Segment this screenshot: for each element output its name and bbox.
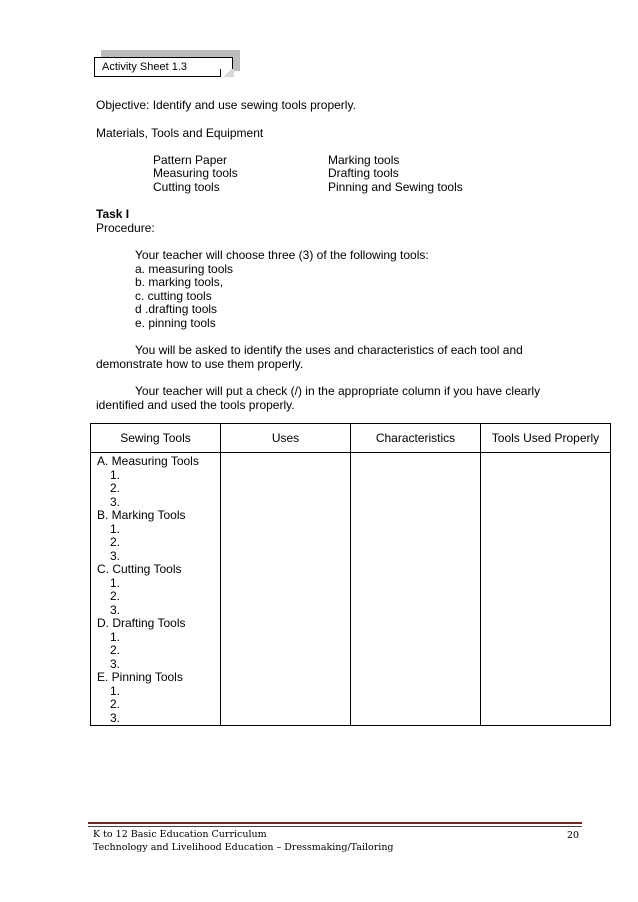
- header-uses: Uses: [221, 424, 351, 453]
- header-tools-used-properly: Tools Used Properly: [481, 424, 611, 453]
- tool-option-e: e. pinning tools: [135, 316, 216, 330]
- tool-option-a: a. measuring tools: [135, 262, 234, 276]
- list-item: 3.: [110, 710, 121, 725]
- list-item: 1.: [110, 521, 121, 536]
- footer-rule-thin: [88, 826, 582, 827]
- category-measuring: A. Measuring Tools: [97, 454, 199, 468]
- list-item: 2.: [110, 697, 121, 711]
- footer-line2: Technology and Livelihood Education – Dressmaking/Tailoring: [93, 842, 394, 853]
- table-body-row: [91, 453, 611, 726]
- materials-left-1: Pattern Paper: [153, 153, 228, 167]
- paragraph1-line1: You will be asked to identify the uses and characteristics of each tool and: [135, 343, 523, 357]
- list-item: 3.: [110, 494, 121, 509]
- objective-text: Objective: Identify and use sewing tools properly.: [96, 98, 356, 112]
- list-item: 3.: [110, 602, 121, 617]
- procedure-intro: Your teacher will choose three (3) of the following tools:: [135, 248, 429, 262]
- tool-option-c: c. cutting tools: [135, 289, 212, 303]
- page-number: 20: [567, 830, 580, 841]
- list-item: 1.: [110, 467, 121, 482]
- materials-left-2: Measuring tools: [153, 166, 238, 180]
- sewing-tools-cell: [91, 453, 221, 726]
- paragraph2-line2: identified and used the tools properly.: [96, 398, 295, 412]
- footer-rule: [88, 822, 582, 824]
- materials-heading: Materials, Tools and Equipment: [96, 126, 264, 140]
- header-characteristics: Characteristics: [351, 424, 481, 453]
- list-item: 1.: [110, 575, 121, 590]
- paragraph2-line1: Your teacher will put a check (/) in the appropriate column if you have clearly: [135, 384, 541, 398]
- list-item: 2.: [110, 643, 121, 657]
- category-marking: B. Marking Tools: [97, 508, 186, 522]
- category-pinning: E. Pinning Tools: [97, 670, 183, 684]
- sewing-tools-table: [90, 423, 611, 726]
- tool-option-d: d .drafting tools: [135, 302, 218, 316]
- category-cutting: C. Cutting Tools: [97, 562, 182, 576]
- activity-tag-fold: [220, 69, 234, 77]
- materials-right-2: Drafting tools: [328, 166, 399, 180]
- activity-sheet-tag: Activity Sheet 1.3: [94, 57, 233, 77]
- materials-left-3: Cutting tools: [153, 180, 220, 194]
- uses-cell: [221, 453, 351, 726]
- tools-used-properly-cell: [481, 453, 611, 726]
- header-sewing-tools: Sewing Tools: [91, 424, 221, 453]
- characteristics-cell: [351, 453, 481, 726]
- list-item: 1.: [110, 683, 121, 698]
- materials-right-1: Marking tools: [328, 153, 400, 167]
- list-item: 2.: [110, 535, 121, 549]
- list-item: 3.: [110, 548, 121, 563]
- tool-option-b: b. marking tools,: [135, 275, 224, 289]
- materials-right-3: Pinning and Sewing tools: [328, 180, 463, 194]
- list-item: 2.: [110, 481, 121, 495]
- footer-line1: K to 12 Basic Education Curriculum: [93, 829, 267, 840]
- procedure-label: Procedure:: [96, 221, 155, 235]
- category-drafting: D. Drafting Tools: [97, 616, 186, 630]
- table-header-row: [91, 424, 611, 453]
- task-heading: Task I: [96, 207, 130, 221]
- paragraph1-line2: demonstrate how to use them properly.: [96, 357, 304, 371]
- list-item: 3.: [110, 656, 121, 671]
- list-item: 2.: [110, 589, 121, 603]
- list-item: 1.: [110, 629, 121, 644]
